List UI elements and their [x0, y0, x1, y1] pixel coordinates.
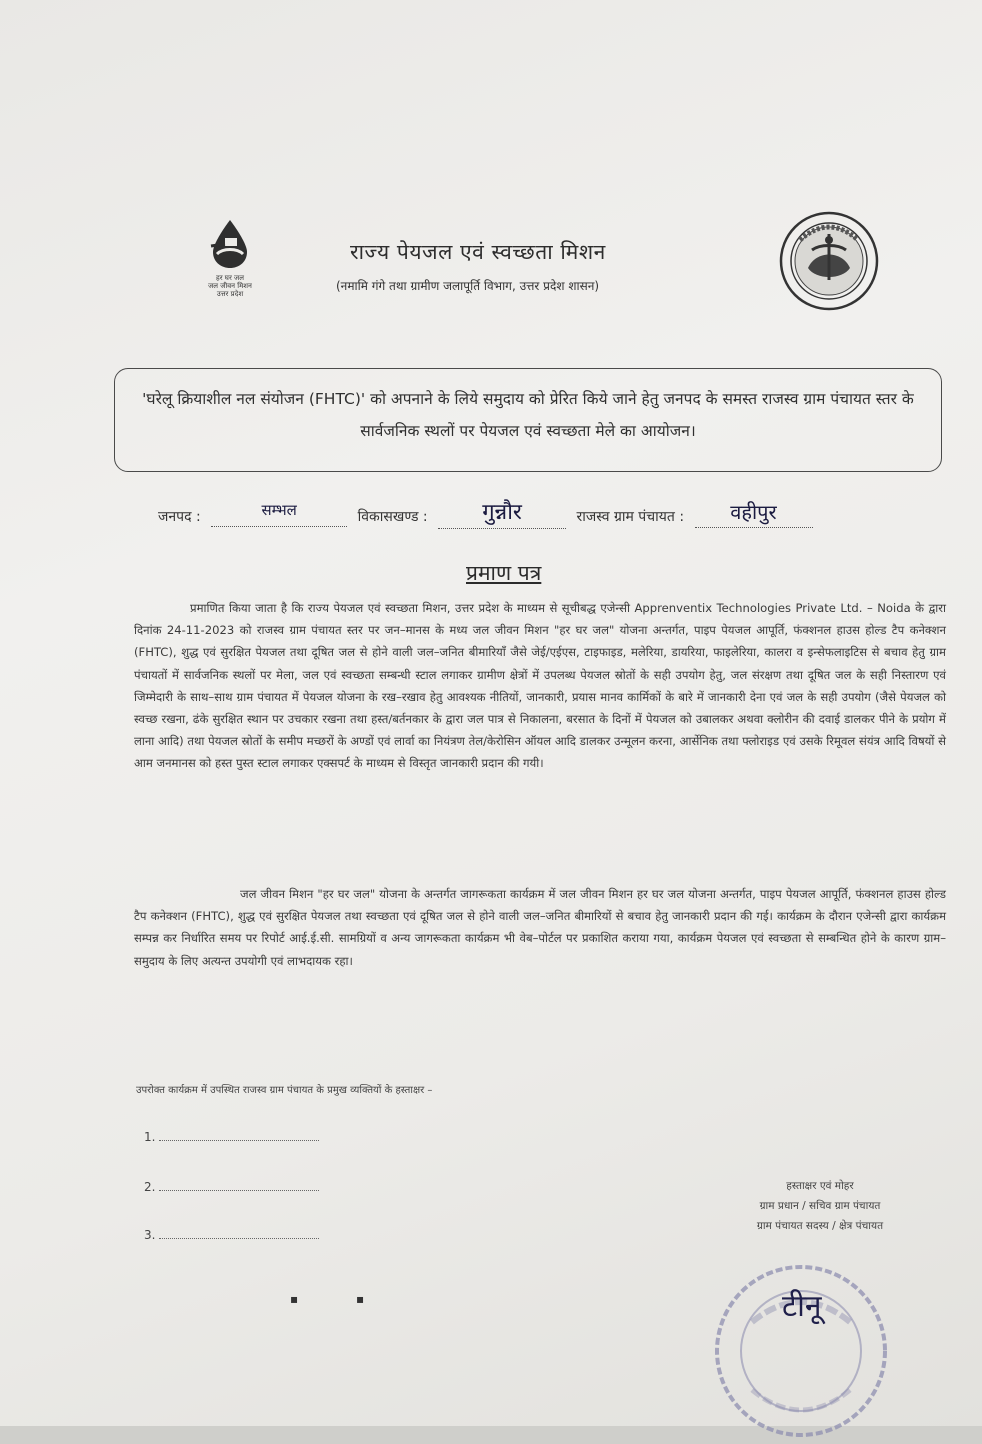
panchayat-label: राजस्व ग्राम पंचायत :: [576, 509, 685, 525]
signature-number: 2.: [144, 1180, 156, 1194]
district-value: सम्भल: [261, 501, 297, 519]
signature-line-1: [144, 1130, 319, 1144]
panchayat-field: [695, 500, 813, 528]
official-signature-block: [700, 1176, 940, 1236]
official-line-2: ग्राम प्रधान / सचिव ग्राम पंचायत: [759, 1200, 881, 1212]
page-title: राज्य पेयजल एवं स्वच्छता मिशन: [350, 240, 606, 264]
district-label: जनपद :: [158, 509, 201, 525]
location-fields: [158, 498, 813, 529]
official-line-1: हस्ताक्षर एवं मोहर: [786, 1180, 854, 1192]
emblem-icon: [778, 210, 880, 312]
signature-line-3: [144, 1228, 319, 1242]
handwritten-signature: टीनू: [782, 1289, 822, 1324]
signature-number: 3.: [144, 1228, 156, 1242]
block-value: गुन्नौर: [482, 500, 522, 525]
district-field: [211, 501, 347, 527]
subject-box: 'घरेलू क्रियाशील नल संयोजन (FHTC)' को अपनाने के लिये समुदाय को प्रेरित किये जाने हेतु जनपद के समस्त राजस्व ग्राम पंचायत स्तर के सार्वजनिक स्थलों पर पेयजल एवं स्वच्छता मेले का आयोजन।: [114, 368, 942, 472]
signatures-intro: उपरोक्त कार्यक्रम में उपस्थित राजस्व ग्राम पंचायत के प्रमुख व्यक्तियों के हस्ताक्षर –: [136, 1085, 433, 1096]
gram-pradhan-stamp: [712, 1262, 890, 1440]
logo-caption-3: उत्तर प्रदेश: [216, 290, 244, 298]
body-paragraph-1: प्रमाणित किया जाता है कि राज्य पेयजल एवं स्वच्छता मिशन, उत्तर प्रदेश के माध्यम से सूचीबद्ध एजेन्सी Apprenventix Technologies Private Ltd. – Noida के द्वारा दिनांक 24-11-2023 को राजस्व ग्राम पंचायत स्तर पर जन–मानस के मध्य जल जीवन मिशन "हर घर जल" योजना अन्तर्गत, पाइप पेयजल आपूर्ति, फंक्शनल हाउस होल्ड टैप कनेक्शन (FHTC), शुद्ध एवं सुरक्षित पेयजल तथा दूषित जल से होने वाली जल–जनित बीमारियाँ जैसे जेई/एईएस, टाइफाइड, मलेरिया, डायरिया, फाइलेरिया, कालरा व इन्सेफलाइटिस से बचाव हेतु ग्राम पंचायतों में सार्वजनिक स्थलों पर मेला, जल एवं स्वच्छता सम्बन्धी स्टाल लगाकर ग्रामीण क्षेत्रों में उपलब्ध पेयजल स्रोतों के सही उपयोग हेतु, जल संरक्षण तथा दूषित जल के सही निस्तारण एवं जिम्मेदारी के साथ–साथ ग्राम पंचायत में पेयजल योजना के रख–रखाव हेतु आवश्यक नीतियों, जानकारी, प्रयास मानव कार्मिकों के बारे में जानकारी देना एवं जल के सही उपयोग (जैसे पेयजल को स्वच्छ रखना, ढंके सुरक्षित स्थान पर उचकार रखना तथा हस्त/बर्तनकार के द्वारा जल पात्र से निकालना, बरसात के दिनों में पेयजल को उबालकर अथवा क्लोरीन की दवाई डालकर पीने के प्रयोग में लाना आदि) तथा पेयजल स्रोतों के समीप मच्छरों के अण्डों एवं लार्वा का नियंत्रण तेल/केरोसिन ऑयल आदि डालकर उन्मूलन करना, आर्सेनिक तथा फ्लोराइड एवं उसके रिमूवल संयंत्र आदि विषयों से आम जनमानस को हस्त पुस्त स्टाल लगाकर एक्सपर्ट के माध्यम से विस्तृत जानकारी प्रदान की गयी।: [134, 601, 946, 771]
block-label: विकासखण्ड :: [357, 509, 428, 525]
logo-caption-1: हर घर जल: [216, 274, 244, 282]
up-government-seal: [778, 210, 880, 312]
scan-speck: ▪: [290, 1292, 299, 1306]
water-drop-icon: [203, 218, 257, 270]
page-subtitle: (नमामि गंगे तथा ग्रामीण जलापूर्ति विभाग, उत्तर प्रदेश शासन): [336, 279, 600, 293]
scan-speck: ▪: [355, 1292, 365, 1306]
certificate-title: प्रमाण पत्र: [466, 561, 542, 585]
scan-marks: [290, 1292, 364, 1306]
body-paragraph-2: जल जीवन मिशन "हर घर जल" योजना के अन्तर्गत जागरूकता कार्यक्रम में जल जीवन मिशन हर घर जल योजना अन्तर्गत, पाइप पेयजल आपूर्ति, फंक्शनल हाउस होल्ड टैप कनेक्शन (FHTC), शुद्ध एवं सुरक्षित पेयजल तथा स्वच्छता एवं दूषित जल से होने वाली जल–जनित बीमारियों से बचाव हेतु जानकारी प्रदान की गई। कार्यक्रम के दौरान एजेन्सी द्वारा कार्यक्रम सम्पन्न कर निर्धारित समय पर रिपोर्ट आई.ई.सी. सामग्रियों व अन्य जागरूकता कार्यक्रम भी वेब–पोर्टल पर प्रकाशित कराया गया, कार्यक्रम पेयजल एवं स्वच्छता से सम्बन्धित होने के कारण ग्राम–समुदाय के लिए अत्यन्त उपयोगी एवं लाभदायक रहा।: [134, 887, 946, 968]
signature-line-2: [144, 1180, 319, 1194]
logo-caption-2: जल जीवन मिशन: [208, 282, 252, 290]
official-line-3: ग्राम पंचायत सदस्य / क्षेत्र पंचायत: [756, 1220, 884, 1232]
block-field: [438, 498, 566, 529]
panchayat-value: वहीपुर: [730, 500, 777, 524]
har-ghar-jal-logo: [190, 218, 270, 298]
signature-number: 1.: [144, 1130, 156, 1144]
